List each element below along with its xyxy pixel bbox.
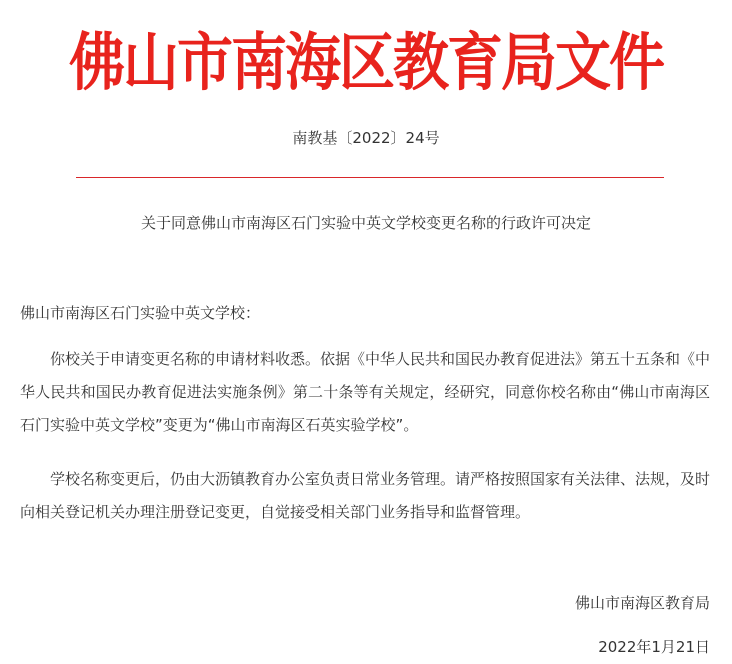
salutation: 佛山市南海区石门实验中英文学校： [20,304,261,322]
red-divider-rule [76,177,664,178]
body-paragraph-1-text: 你校关于申请变更名称的申请材料收悉。依据《中华人民共和国民办教育促进法》第五十五条和《中华人民共和国民办教育促进法实施条例》第二十条等有关规定，经研究，同意你校名称由“佛山市南海区石门实验中英文学校”变更为“佛山市南海区石英实验学校”。 [20,350,711,434]
body-paragraph-2 [20,463,710,529]
body-paragraph-2-text: 学校名称变更后，仍由大沥镇教育办公室负责日常业务管理。请严格按照国家有关法律、法规，及时向相关登记机关办理注册登记变更，自觉接受相关部门业务指导和监督管理。 [20,470,711,521]
body-paragraph-1 [20,343,710,442]
document-title: 关于同意佛山市南海区石门实验中英文学校变更名称的行政许可决定 [140,214,591,232]
masthead-title: 佛山市南海区教育局文件 [69,25,663,100]
issue-date: 2022年1月21日 [598,638,710,656]
document-number: 南教基〔2022〕24号 [292,129,440,147]
issuer-signature: 佛山市南海区教育局 [574,594,710,612]
